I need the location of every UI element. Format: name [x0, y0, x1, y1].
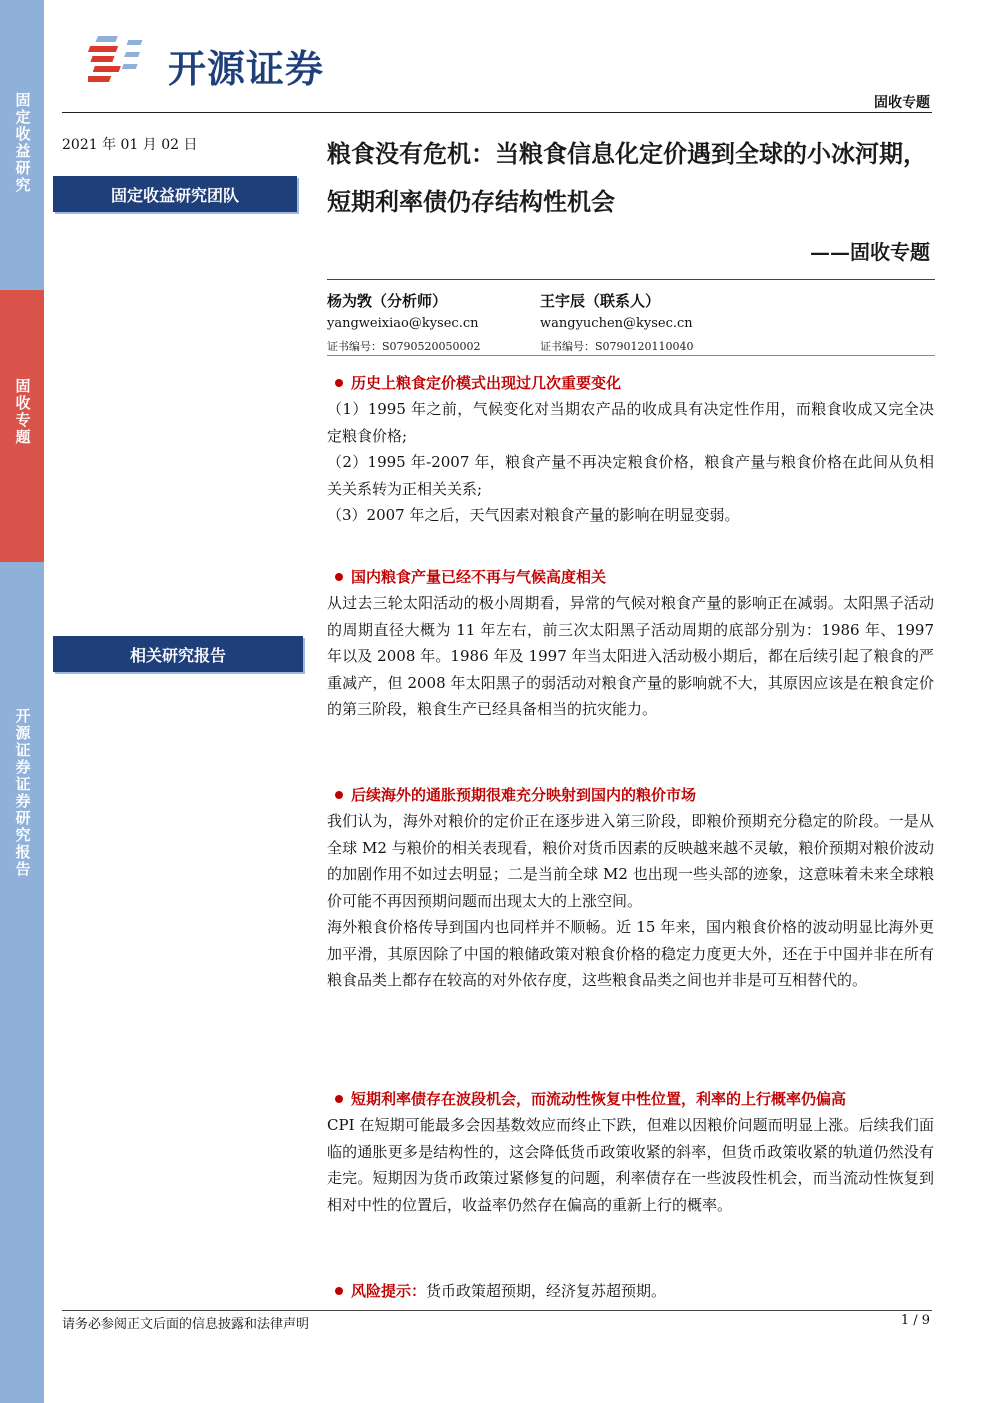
side-label-topic: 固收专题	[15, 377, 31, 446]
paragraph: 我们认为，海外对粮价的定价正在逐步进入第三阶段，即粮价预期充分稳定的阶段。一是从全球 M2 与粮价的相关表现看，粮价对货币因素的反映越来越不灵敏，粮价预期对粮价波动的加剧作用不如过去明显；二是当前全球 M2 也出现一些头部的迹象，这意味着未来全球粮价可能不再因预期问题而出现太大的上涨空间。	[327, 812, 934, 910]
risk-warning	[327, 1280, 666, 1301]
bullet-icon	[335, 1287, 343, 1295]
section-pricing-history	[327, 370, 934, 529]
section-heading-text: 国内粮食产量已经不再与气候高度相关	[351, 568, 607, 586]
side-strip-top	[0, 0, 44, 290]
paragraph: （1）1995 年之前，气候变化对当期农产品的收成具有决定性作用，而粮食收成又完全决定粮食价格;	[327, 400, 934, 445]
paragraph: （3）2007 年之后，天气因素对粮食产量的影响在明显变弱。	[327, 506, 740, 524]
header-divider	[62, 112, 932, 113]
section-short-term-rates	[327, 1086, 934, 1218]
risk-text: 货币政策超预期，经济复苏超预期。	[426, 1282, 667, 1300]
logo-mark-icon	[88, 30, 158, 90]
paragraph: （2）1995 年-2007 年，粮食产量不再决定粮食价格，粮食产量与粮食价格在此间从负相关关系转为正相关关系;	[327, 453, 934, 498]
side-label-research: 开源证券 证券研究报告	[15, 707, 31, 878]
author-divider-top	[327, 279, 935, 280]
risk-label: 风险提示：	[351, 1282, 427, 1300]
side-label-fixed-income: 固定收益研究	[15, 91, 31, 194]
author-cert: 证书编号：S0790120110040	[540, 340, 694, 353]
author-email[interactable]: wangyuchen@kysec.cn	[540, 316, 693, 331]
side-strip-middle	[0, 290, 44, 562]
author-block-1	[327, 290, 481, 354]
section-heading	[327, 564, 934, 590]
header-tag: 固收专题	[874, 95, 930, 111]
report-date: 2021 年 01 月 02 日	[62, 137, 198, 153]
section-heading	[327, 1086, 934, 1112]
section-heading-text: 历史上粮食定价模式出现过几次重要变化	[351, 374, 622, 392]
section-domestic-output	[327, 564, 934, 723]
paragraph: 海外粮食价格传导到国内也同样并不顺畅。近 15 年来，国内粮食价格的波动明显比海外更加平滑，其原因除了中国的粮储政策对粮食价格的稳定力度更大外，还在于中国并非在所有粮食品类上都存在较高的对外依存度，这些粮食品类之间也并非是可互相替代的。	[327, 918, 934, 989]
author-email[interactable]: yangweixiao@kysec.cn	[327, 316, 479, 331]
section-overseas-inflation	[327, 782, 934, 994]
report-subtitle: ——固收专题	[810, 240, 930, 264]
section-heading	[327, 370, 934, 396]
brand-name: 开源证券	[168, 47, 325, 91]
bullet-icon	[335, 379, 343, 387]
author-block-2	[540, 290, 694, 354]
brand-logo	[88, 30, 388, 90]
bullet-icon	[335, 1095, 343, 1103]
paragraph: 从过去三轮太阳活动的极小周期看，异常的气候对粮食产量的影响正在减弱。太阳黑子活动的周期直径大概为 11 年左右，前三次太阳黑子活动周期的底部分别为：1986 年、1997 年以及 2008 年。1986 年及 1997 年当太阳进入活动极小期后，都在后续引起了粮食的严重减产，但 2008 年太阳黑子的弱活动对粮食产量的影响就不大，其原因应该是在粮食定价的第三阶段，粮食生产已经具备相当的抗灾能力。	[327, 594, 934, 718]
page-number: 1 / 9	[900, 1313, 930, 1328]
team-badge: 固定收益研究团队	[53, 176, 297, 212]
section-heading-text: 短期利率债存在波段机会，而流动性恢复中性位置，利率的上行概率仍偏高	[351, 1090, 847, 1108]
bullet-icon	[335, 791, 343, 799]
related-reports-badge: 相关研究报告	[53, 636, 303, 672]
author-name: 杨为敩（分析师）	[327, 292, 448, 310]
side-strip-bottom	[0, 562, 44, 1403]
footer-divider	[62, 1310, 932, 1311]
paragraph: CPI 在短期可能最多会因基数效应而终止下跌，但难以因粮价问题而明显上涨。后续我们面临的通胀更多是结构性的，这会降低货币政策收紧的斜率，但货币政策收紧的轨道仍然没有走完。短期因为货币政策过紧修复的问题，利率债存在一些波段性机会，而当流动性恢复到相对中性的位置后，收益率仍然存在偏高的重新上行的概率。	[327, 1116, 934, 1214]
section-heading-text: 后续海外的通胀预期很难充分映射到国内的粮价市场	[351, 786, 697, 804]
author-name: 王宇辰（联系人）	[540, 292, 661, 310]
report-title: 粮食没有危机：当粮食信息化定价遇到全球的小冰河期，短期利率债仍存结构性机会	[327, 139, 927, 216]
bullet-icon	[335, 573, 343, 581]
section-heading	[327, 782, 934, 808]
author-cert: 证书编号：S0790520050002	[327, 340, 481, 353]
footer-disclaimer: 请务必参阅正文后面的信息披露和法律声明	[62, 1317, 310, 1332]
author-divider-bottom	[327, 355, 935, 356]
